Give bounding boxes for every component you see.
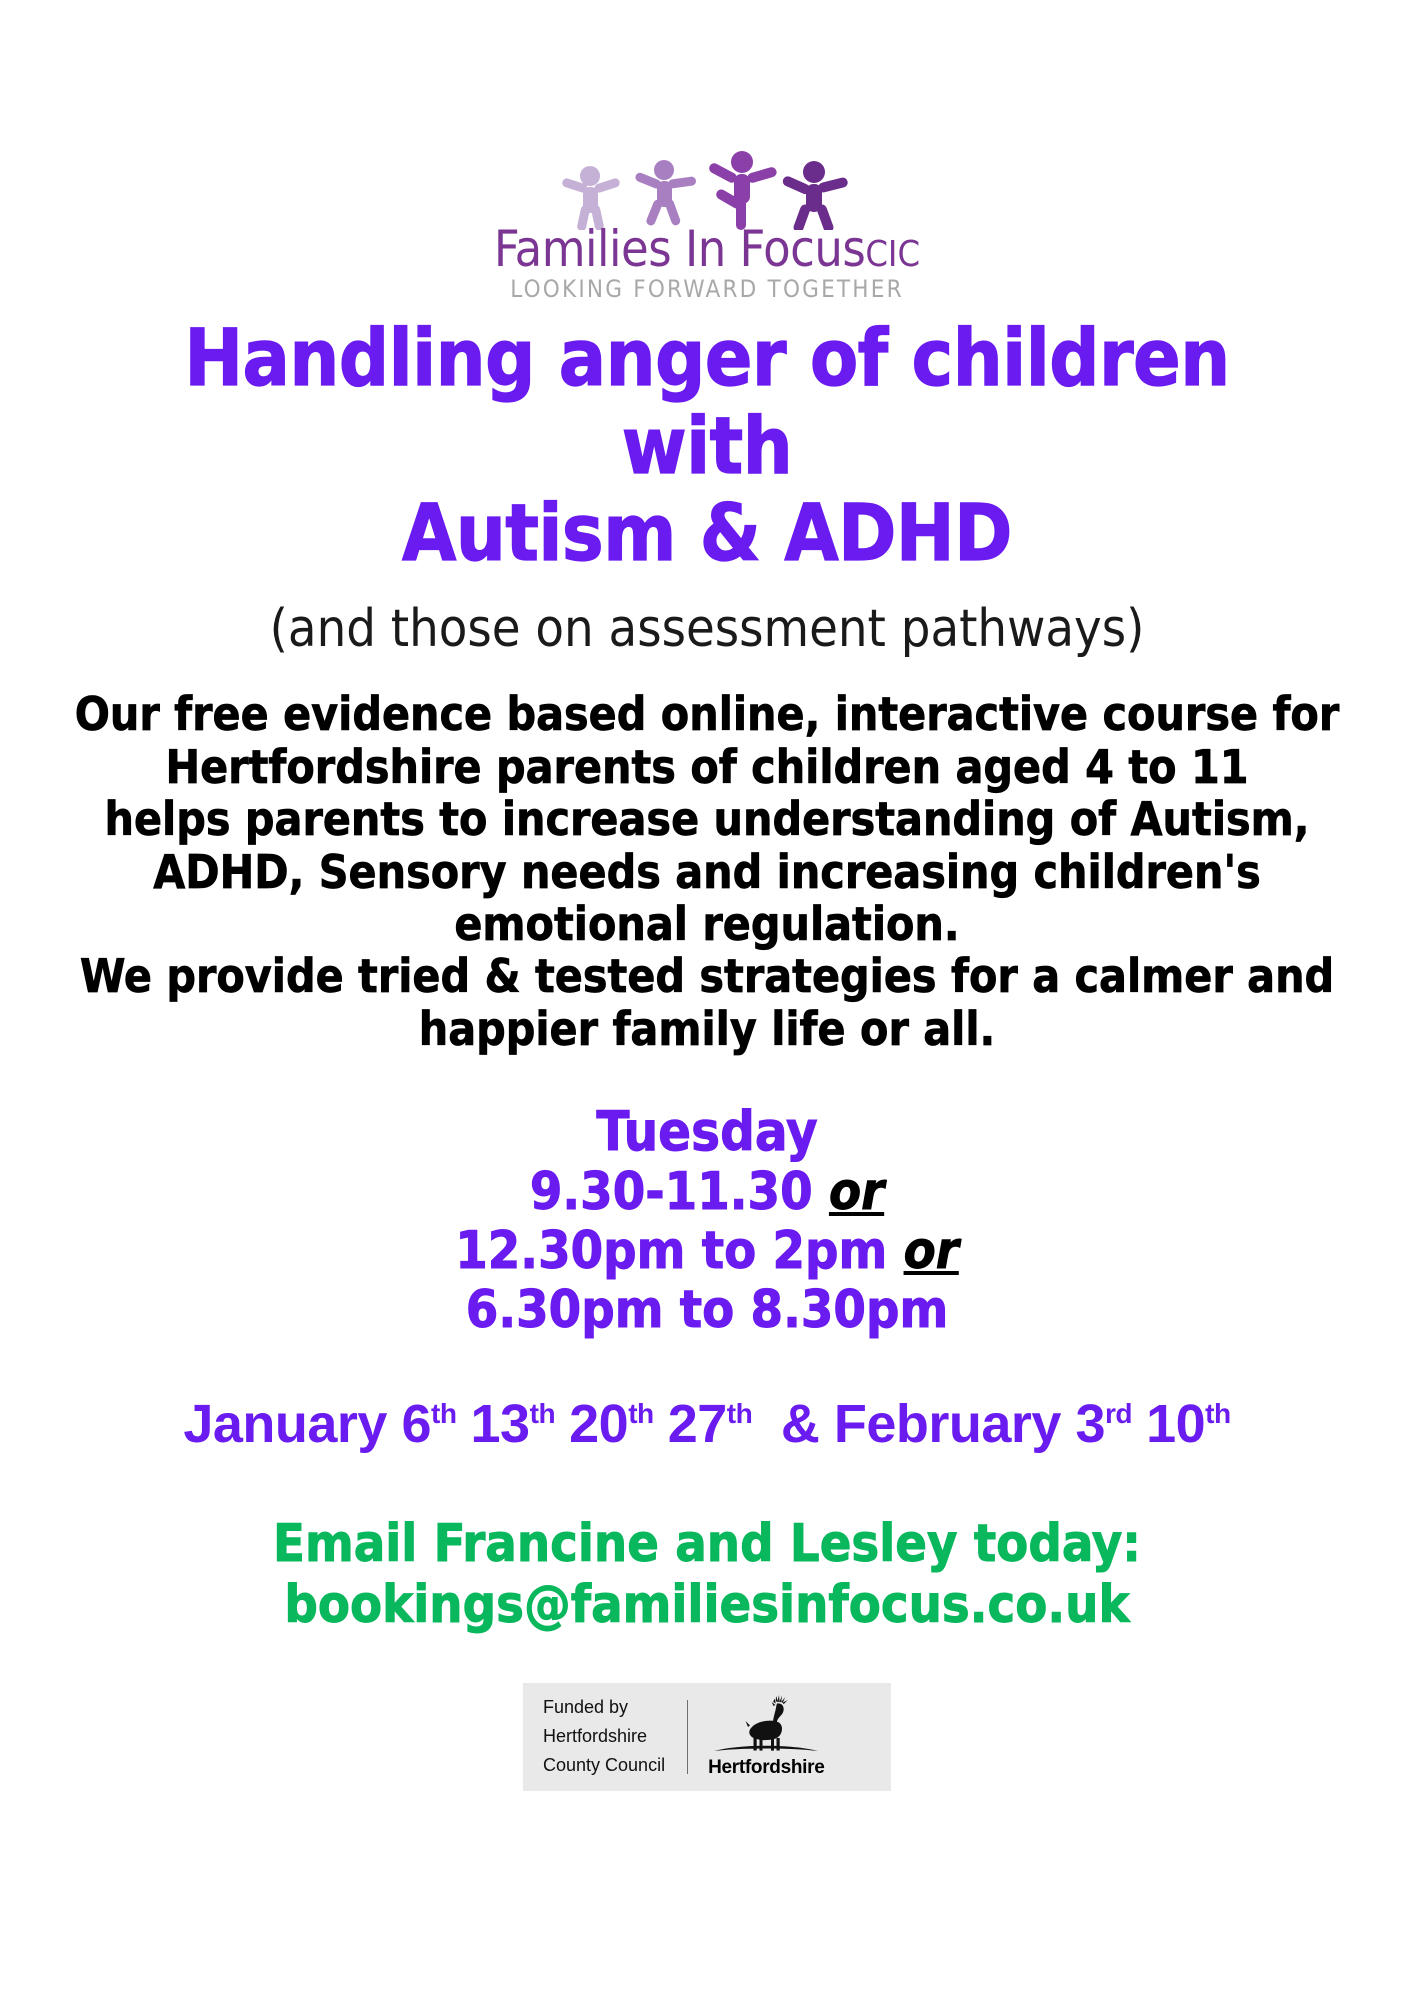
schedule-or-2: or <box>903 1221 959 1282</box>
date-day-ordinal: th <box>726 1397 753 1429</box>
description-line: Hertfordshire parents of children aged 4 to 11 <box>165 739 1249 794</box>
page-title-line-1: Handling anger of children with <box>184 314 1230 492</box>
course-description <box>72 688 1342 1055</box>
date-day-number: 10 <box>1146 1393 1206 1454</box>
date-day-number: 6 <box>401 1393 431 1454</box>
page-title <box>117 316 1297 578</box>
date-day-ordinal: rd <box>1104 1397 1133 1429</box>
description-line: emotional regulation. <box>454 897 960 952</box>
funder-line-2: Hertfordshire <box>543 1726 648 1747</box>
hertfordshire-logo-name: Hertfordshire <box>708 1757 825 1779</box>
funder-line-1: Funded by <box>543 1697 629 1718</box>
funder-badge-wrap <box>0 1683 1414 1791</box>
logo-tagline: LOOKING FORWARD TOGETHER <box>510 275 904 303</box>
date-day <box>401 1394 456 1454</box>
schedule-or-1: or <box>828 1161 885 1222</box>
logo-wordmark-cic: CIC <box>865 234 921 275</box>
schedule-slot-1-time: 9.30-11.30 <box>529 1161 813 1222</box>
funder-badge <box>523 1683 891 1791</box>
schedule-slot-3: 6.30pm to 8.30pm <box>465 1280 949 1341</box>
date-day <box>1075 1394 1132 1454</box>
funder-divider <box>687 1700 688 1774</box>
date-day-ordinal: th <box>628 1397 654 1429</box>
hertfordshire-council-logo <box>708 1694 824 1779</box>
date-day <box>471 1394 556 1454</box>
date-day <box>569 1394 654 1454</box>
stag-icon <box>711 1694 821 1756</box>
organisation-logo <box>427 150 987 302</box>
date-day-ordinal: th <box>431 1397 457 1429</box>
logo-wordmark-main: Families In Focus <box>493 220 866 278</box>
schedule-slot-2-time: 12.30pm to 2pm <box>455 1221 888 1282</box>
page-title-line-2: Autism & ADHD <box>402 489 1012 580</box>
schedule-slot-2 <box>0 1222 1414 1281</box>
date-day-ordinal: th <box>529 1397 556 1429</box>
description-line: Our free evidence based online, interactive course for <box>74 687 1340 742</box>
funder-line-3: County Council <box>543 1755 666 1776</box>
funder-text <box>543 1693 665 1780</box>
date-conjunction: & <box>780 1393 820 1454</box>
schedule-block <box>0 1101 1414 1340</box>
date-day <box>1146 1394 1231 1454</box>
description-line: helps parents to increase understanding of Autism, <box>104 792 1310 847</box>
page-subtitle: (and those on assessment pathways) <box>269 599 1145 660</box>
date-day-ordinal: th <box>1205 1397 1231 1429</box>
date-day <box>668 1394 753 1454</box>
date-day-number: 20 <box>569 1393 629 1454</box>
date-day-number: 3 <box>1075 1393 1105 1454</box>
date-month-1: January <box>183 1393 387 1454</box>
contact-call-to-action: Email Francine and Lesley today: <box>272 1514 1141 1575</box>
date-day-number: 13 <box>470 1393 530 1454</box>
description-line: happier family life or all. <box>418 1001 996 1056</box>
contact-email[interactable]: bookings@familiesinfocus.co.uk <box>284 1575 1130 1636</box>
contact-block <box>0 1514 1414 1637</box>
date-month-2: February <box>833 1393 1061 1454</box>
schedule-slot-1 <box>0 1163 1414 1222</box>
description-line: ADHD, Sensory needs and increasing children's <box>153 844 1261 899</box>
logo-wordmark <box>427 220 987 278</box>
course-dates <box>0 1395 1414 1454</box>
date-day-number: 27 <box>667 1393 727 1454</box>
four-running-people-icon <box>552 150 862 230</box>
schedule-day: Tuesday <box>596 1100 818 1164</box>
description-line: We provide tried & tested strategies for a calmer and <box>79 949 1335 1004</box>
